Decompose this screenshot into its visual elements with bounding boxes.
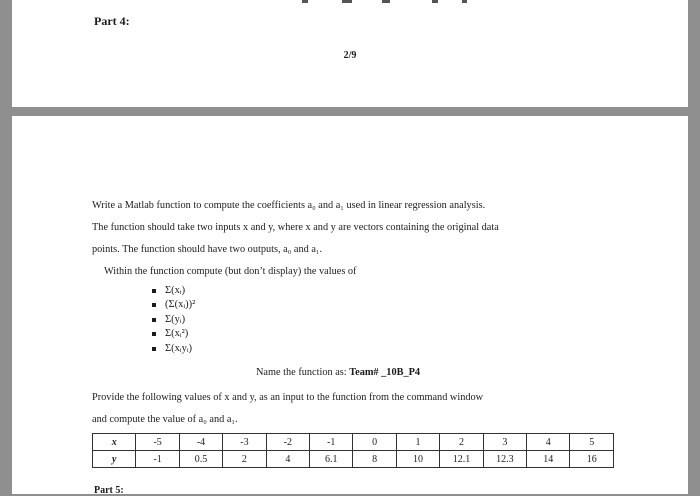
list-item: Σ(xᵢ²) [152,327,195,341]
provide-paragraph [92,387,622,431]
page-number: 2/9 [343,50,357,61]
table-cell: 14 [527,451,570,468]
table-cell: 3 [483,434,526,451]
table-cell: 4 [266,451,309,468]
table-cell: 10 [396,451,439,468]
cut-off-text-marks [302,0,472,4]
intro-line-3: points. The function should have two outputs, a₀ and a₁. [92,244,323,255]
table-cell: 12.1 [440,451,483,468]
table-cell: 5 [570,434,614,451]
table-cell: 2 [223,451,266,468]
table-cell: -3 [223,434,266,451]
table-cell: -1 [310,434,353,451]
table-cell: 12.3 [483,451,526,468]
within-line: Within the function compute (but don’t display) the values of [104,266,357,277]
table-cell: -4 [179,434,222,451]
table-cell: 0.5 [179,451,222,468]
list-item: Σ(xᵢ) [152,284,195,298]
intro-line-2: The function should take two inputs x and y, where x and y are vectors containing the original data [92,222,499,233]
part-5-heading: Part 5: [94,485,124,496]
table-cell: -1 [136,451,179,468]
table-row [93,434,614,451]
table-cell: -5 [136,434,179,451]
list-item: Σ(xᵢyᵢ) [152,342,195,356]
previous-page [12,0,688,107]
intro-paragraph [92,195,622,283]
list-item: (Σ(xᵢ))² [152,298,195,312]
document-page [12,116,688,494]
table-cell: 4 [527,434,570,451]
xy-data-table [92,433,614,468]
table-cell: 2 [440,434,483,451]
function-name-prefix: Name the function as: [256,367,350,378]
part-4-heading: Part 4: [94,14,130,28]
intro-line-1: Write a Matlab function to compute the coefficients a₀ and a₁ used in linear regression analysis. [92,200,486,211]
sum-list [152,284,195,356]
table-cell: 0 [353,434,396,451]
table-cell: -2 [266,434,309,451]
function-name: Team# _10B_P4 [349,367,421,378]
provide-line-2: and compute the value of a₀ and a₁. [92,414,238,425]
function-name-line [256,367,420,378]
table-cell: 6.1 [310,451,353,468]
y-label-cell: y [93,451,136,468]
table-row [93,451,614,468]
table-cell: 16 [570,451,614,468]
list-item: Σ(yᵢ) [152,313,195,327]
table-cell: 8 [353,451,396,468]
x-label-cell: x [93,434,136,451]
provide-line-1: Provide the following values of x and y, as an input to the function from the command window [92,392,484,403]
table-cell: 1 [396,434,439,451]
